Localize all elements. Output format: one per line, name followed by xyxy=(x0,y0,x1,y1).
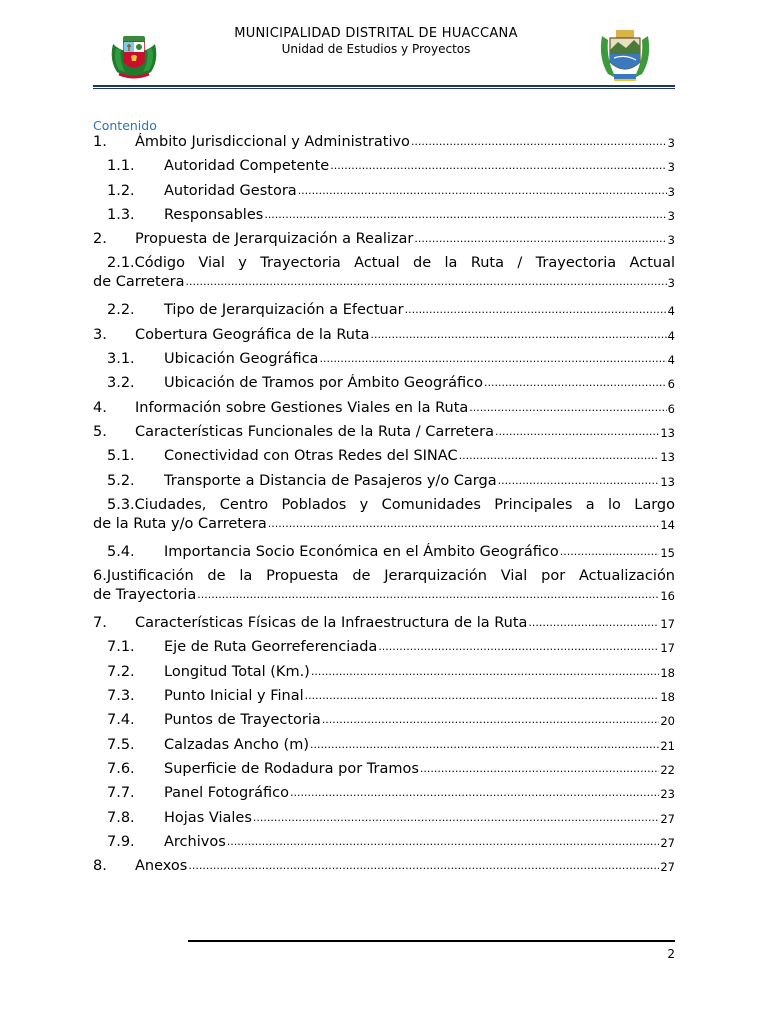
toc-entry-title: Transporte a Distancia de Pasajeros y/o Carga xyxy=(164,472,497,489)
toc-entry[interactable] xyxy=(93,254,675,301)
toc-entry-title: Ciudades, Centro Poblados y Comunidades Principales a lo Largo xyxy=(134,496,675,513)
toc-entry-number: 6. xyxy=(93,568,107,585)
toc-entry-page: 18 xyxy=(660,665,675,680)
toc-entry[interactable] xyxy=(93,711,675,735)
toc-entry-title: Hojas Viales xyxy=(164,809,252,826)
dot-leader xyxy=(378,640,659,654)
dot-leader xyxy=(420,762,659,776)
toc-entry-page: 3 xyxy=(667,160,675,175)
dot-leader xyxy=(459,449,660,463)
toc-entry-number: 7.7. xyxy=(107,785,135,802)
toc-entry-page: 6 xyxy=(667,377,675,392)
toc-entry-page: 13 xyxy=(660,474,675,489)
table-of-contents xyxy=(93,133,675,881)
toc-entry-number: 4. xyxy=(93,399,107,416)
toc-entry-number: 7. xyxy=(93,615,107,632)
toc-entry-title: Código Vial y Trayectoria Actual de la Ruta / Trayectoria Actual xyxy=(134,255,675,272)
toc-entry-title: Información sobre Gestiones Viales en la Ruta xyxy=(135,399,469,416)
toc-entry-page: 4 xyxy=(667,304,675,319)
toc-entry-number: 1. xyxy=(93,134,107,150)
toc-entry[interactable] xyxy=(93,350,675,374)
dot-leader xyxy=(298,184,667,198)
toc-entry-title-continued: de Carretera xyxy=(93,274,185,291)
toc-entry-title: Calzadas Ancho (m) xyxy=(164,736,309,753)
toc-entry-page: 3 xyxy=(667,233,675,248)
toc-entry-number: 3.1. xyxy=(107,351,135,368)
dot-leader xyxy=(290,786,659,800)
toc-entry-page: 18 xyxy=(660,690,675,705)
toc-entry-number: 7.6. xyxy=(107,760,135,777)
page-header xyxy=(0,0,768,92)
toc-entry[interactable] xyxy=(93,206,675,230)
dot-leader xyxy=(310,738,659,752)
toc-entry-page: 4 xyxy=(667,328,675,343)
toc-entry[interactable] xyxy=(93,638,675,662)
toc-entry-page: 15 xyxy=(660,545,675,560)
dot-leader xyxy=(405,303,667,317)
toc-entry-number: 7.4. xyxy=(107,712,135,729)
toc-entry-number: 5.1. xyxy=(107,448,135,465)
dot-leader xyxy=(484,376,667,390)
toc-entry-number: 1.1. xyxy=(107,158,135,175)
header-rule xyxy=(93,85,675,87)
toc-entry-title: Justificación de la Propuesta de Jerarquización Vial por Actualización xyxy=(106,568,675,585)
toc-entry-page: 17 xyxy=(660,617,675,632)
toc-entry-title: Características Funcionales de la Ruta / Carretera xyxy=(135,423,494,440)
header-rule-thin xyxy=(93,88,675,89)
toc-entry-title: Punto Inicial y Final xyxy=(164,688,304,705)
toc-entry[interactable] xyxy=(93,301,675,325)
footer-rule xyxy=(188,940,675,942)
dot-leader xyxy=(469,401,666,415)
toc-entry[interactable] xyxy=(93,326,675,350)
dot-leader xyxy=(498,474,660,488)
toc-entry-page: 3 xyxy=(667,208,675,223)
toc-entry-title: Cobertura Geográfica de la Ruta xyxy=(135,326,370,343)
toc-entry-title: Ubicación de Tramos por Ámbito Geográfico xyxy=(164,375,483,392)
toc-entry-title: Tipo de Jerarquización a Efectuar xyxy=(164,302,404,319)
dot-leader xyxy=(322,713,660,727)
dot-leader xyxy=(411,135,667,149)
dot-leader xyxy=(560,545,660,559)
toc-entry[interactable] xyxy=(93,614,675,638)
toc-entry[interactable] xyxy=(93,374,675,398)
toc-entry-title: Importancia Socio Económica en el Ámbito Geográfico xyxy=(164,543,559,560)
dot-leader xyxy=(185,275,666,289)
toc-entry-number: 5.3. xyxy=(107,496,135,513)
unit-subtitle: Unidad de Estudios y Proyectos xyxy=(281,42,471,56)
toc-entry-line xyxy=(107,254,675,273)
dot-leader xyxy=(227,835,660,849)
toc-entry-number: 3. xyxy=(93,326,107,343)
toc-entry-title-continued: de la Ruta y/o Carretera xyxy=(93,515,267,532)
toc-entry-number: 8. xyxy=(93,858,107,875)
toc-entry-page: 13 xyxy=(660,450,675,465)
toc-entry[interactable] xyxy=(93,857,675,881)
toc-entry[interactable] xyxy=(93,230,675,254)
institution-title: MUNICIPALIDAD DISTRITAL DE HUACCANA xyxy=(234,26,518,41)
toc-entry-page: 27 xyxy=(660,835,675,850)
dot-leader xyxy=(197,588,659,602)
toc-entry-title: Conectividad con Otras Redes del SINAC xyxy=(164,448,458,465)
dot-leader xyxy=(253,811,659,825)
toc-entry[interactable] xyxy=(93,809,675,833)
dot-leader xyxy=(305,689,660,703)
toc-entry-page: 3 xyxy=(667,184,675,199)
toc-entry[interactable] xyxy=(93,567,675,614)
toc-entry[interactable] xyxy=(93,423,675,447)
toc-entry-page: 21 xyxy=(660,738,675,753)
toc-entry-number: 5.4. xyxy=(107,543,135,560)
toc-entry[interactable] xyxy=(93,472,675,496)
dot-leader xyxy=(264,208,666,222)
dot-leader xyxy=(371,328,667,342)
toc-entry-line xyxy=(93,567,675,586)
page-number: 2 xyxy=(667,947,675,961)
dot-leader xyxy=(330,159,666,173)
toc-entry[interactable] xyxy=(93,833,675,857)
toc-entry-page: 13 xyxy=(660,425,675,440)
toc-entry-page: 3 xyxy=(667,136,675,150)
dot-leader xyxy=(268,517,660,531)
toc-entry[interactable] xyxy=(93,760,675,784)
toc-entry-title: Longitud Total (Km.) xyxy=(164,663,310,680)
toc-entry[interactable] xyxy=(93,447,675,471)
toc-entry-page: 22 xyxy=(660,762,675,777)
toc-entry-number: 2.1. xyxy=(107,255,135,272)
toc-entry-title-continued: de Trayectoria xyxy=(93,587,197,604)
toc-entry-number: 5.2. xyxy=(107,472,135,489)
dot-leader xyxy=(188,859,659,873)
toc-entry-page: 23 xyxy=(660,787,675,802)
toc-entry-number: 3.2. xyxy=(107,375,135,392)
toc-entry-title: Anexos xyxy=(135,858,188,875)
toc-entry-page: 17 xyxy=(660,641,675,656)
toc-entry-title: Ámbito Jurisdiccional y Administrativo xyxy=(135,134,410,150)
dot-leader xyxy=(528,616,659,630)
toc-entry-page: 14 xyxy=(660,517,675,532)
huaccana-emblem-icon xyxy=(596,28,654,82)
toc-entry[interactable] xyxy=(93,543,675,567)
toc-entry-number: 7.1. xyxy=(107,639,135,656)
toc-entry-number: 2.2. xyxy=(107,302,135,319)
toc-entry[interactable] xyxy=(93,496,675,543)
toc-entry-number: 5. xyxy=(93,423,107,440)
dot-leader xyxy=(311,665,660,679)
toc-entry[interactable] xyxy=(93,687,675,711)
toc-entry[interactable] xyxy=(93,157,675,181)
toc-entry-title: Autoridad Competente xyxy=(164,158,330,175)
toc-entry-page: 16 xyxy=(660,589,675,604)
toc-entry-title: Características Físicas de la Infraestructura de la Ruta xyxy=(135,615,528,632)
toc-entry-title: Ubicación Geográfica xyxy=(164,351,319,368)
toc-entry[interactable] xyxy=(93,182,675,206)
toc-entry-number: 7.2. xyxy=(107,663,135,680)
toc-entry-page: 27 xyxy=(660,860,675,875)
toc-entry-number: 7.3. xyxy=(107,688,135,705)
toc-entry-page: 27 xyxy=(660,811,675,826)
dot-leader xyxy=(414,232,666,246)
toc-entry-title: Puntos de Trayectoria xyxy=(164,712,321,729)
toc-entry-title: Responsables xyxy=(164,206,264,223)
toc-entry-number: 7.8. xyxy=(107,809,135,826)
toc-heading[interactable]: Contenido xyxy=(93,118,157,133)
toc-entry-number: 7.5. xyxy=(107,736,135,753)
toc-entry-line xyxy=(107,496,675,515)
toc-entry[interactable] xyxy=(93,736,675,760)
toc-entry-number: 2. xyxy=(93,231,107,248)
dot-leader xyxy=(319,352,666,366)
toc-entry-page: 20 xyxy=(660,714,675,729)
toc-entry[interactable] xyxy=(93,399,675,423)
toc-entry-number: 1.3. xyxy=(107,206,135,223)
toc-entry[interactable] xyxy=(93,133,675,157)
toc-entry-title: Panel Fotográfico xyxy=(164,785,290,802)
toc-entry-title: Propuesta de Jerarquización a Realizar xyxy=(135,231,414,248)
dot-leader xyxy=(495,425,659,439)
toc-entry[interactable] xyxy=(93,663,675,687)
toc-entry-number: 1.2. xyxy=(107,182,135,199)
toc-entry-page: 3 xyxy=(667,276,675,291)
toc-entry-title: Superficie de Rodadura por Tramos xyxy=(164,760,419,777)
toc-entry-page: 4 xyxy=(667,353,675,368)
toc-entry-title: Autoridad Gestora xyxy=(164,182,297,199)
toc-entry-title: Eje de Ruta Georreferenciada xyxy=(164,639,378,656)
toc-entry-page: 6 xyxy=(667,401,675,416)
toc-entry-title: Archivos xyxy=(164,833,226,850)
toc-entry-number: 7.9. xyxy=(107,833,135,850)
toc-entry[interactable] xyxy=(93,784,675,808)
